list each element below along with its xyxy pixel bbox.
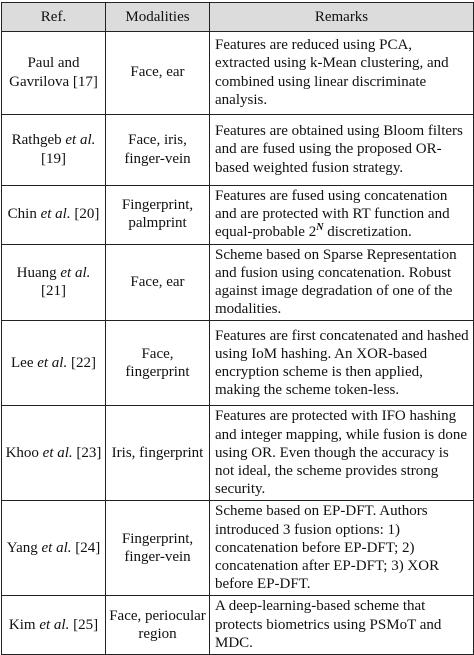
ref-cell: Kim et al. [25] (2, 596, 106, 655)
ref-cell: Rathgeb et al. [19] (2, 115, 106, 186)
table-row (2, 115, 474, 186)
modalities-cell: Face, iris, finger-vein (106, 115, 210, 186)
remarks-cell: A deep-learning-based scheme that protects biometrics using PSMoT and MDC. (210, 596, 474, 655)
modalities-cell: Iris, fingerprint (106, 406, 210, 501)
table-body (2, 32, 474, 655)
ref-cell: Khoo et al. [23] (2, 406, 106, 501)
modalities-cell: Face, ear (106, 244, 210, 321)
table-row (2, 32, 474, 115)
header-modalities: Modalities (106, 3, 210, 32)
modalities-cell: Fingerprint, palmprint (106, 186, 210, 245)
remarks-cell: Features are reduced using PCA, extracted using k-Mean clustering, and combined using linear discriminate analysis. (210, 32, 474, 115)
remarks-cell: Scheme based on Sparse Representation and fusion using concatenation. Robust against image degradation of one of the modalities. (210, 244, 474, 321)
ref-cell: Huang et al. [21] (2, 244, 106, 321)
comparison-table (1, 2, 474, 655)
modalities-cell: Face, periocular region (106, 596, 210, 655)
ref-cell: Yang et al. [24] (2, 501, 106, 596)
modalities-cell: Fingerprint, finger-vein (106, 501, 210, 596)
header-remarks: Remarks (210, 3, 474, 32)
table-row (2, 406, 474, 501)
table-row (2, 596, 474, 655)
modalities-cell: Face, ear (106, 32, 210, 115)
ref-cell: Lee et al. [22] (2, 321, 106, 406)
remarks-cell: Features are fused using concatenation and are protected with RT function and equal-probable $2^N$ discretization. (210, 186, 474, 245)
header-row (2, 3, 474, 32)
ref-cell: Chin et al. [20] (2, 186, 106, 245)
ref-cell: Paul and Gavrilova [17] (2, 32, 106, 115)
table-row (2, 244, 474, 321)
remarks-cell: Features are protected with IFO hashing and integer mapping, while fusion is done using OR. Even though the accuracy is not ideal, the scheme provides strong security. (210, 406, 474, 501)
header-ref: Ref. (2, 3, 106, 32)
modalities-cell: Face, fingerprint (106, 321, 210, 406)
table-row (2, 186, 474, 245)
remarks-cell: Features are obtained using Bloom filters and are fused using the proposed OR-based weighted fusion strategy. (210, 115, 474, 186)
table-row (2, 501, 474, 596)
table-row (2, 321, 474, 406)
remarks-cell: Features are first concatenated and hashed using IoM hashing. An XOR-based encryption scheme is then applied, making the scheme token-less. (210, 321, 474, 406)
remarks-cell: Scheme based on EP-DFT. Authors introduced 3 fusion options: 1) concatenation before EP-DFT; 2) concatenation after EP-DFT; 3) XOR before EP-DFT. (210, 501, 474, 596)
